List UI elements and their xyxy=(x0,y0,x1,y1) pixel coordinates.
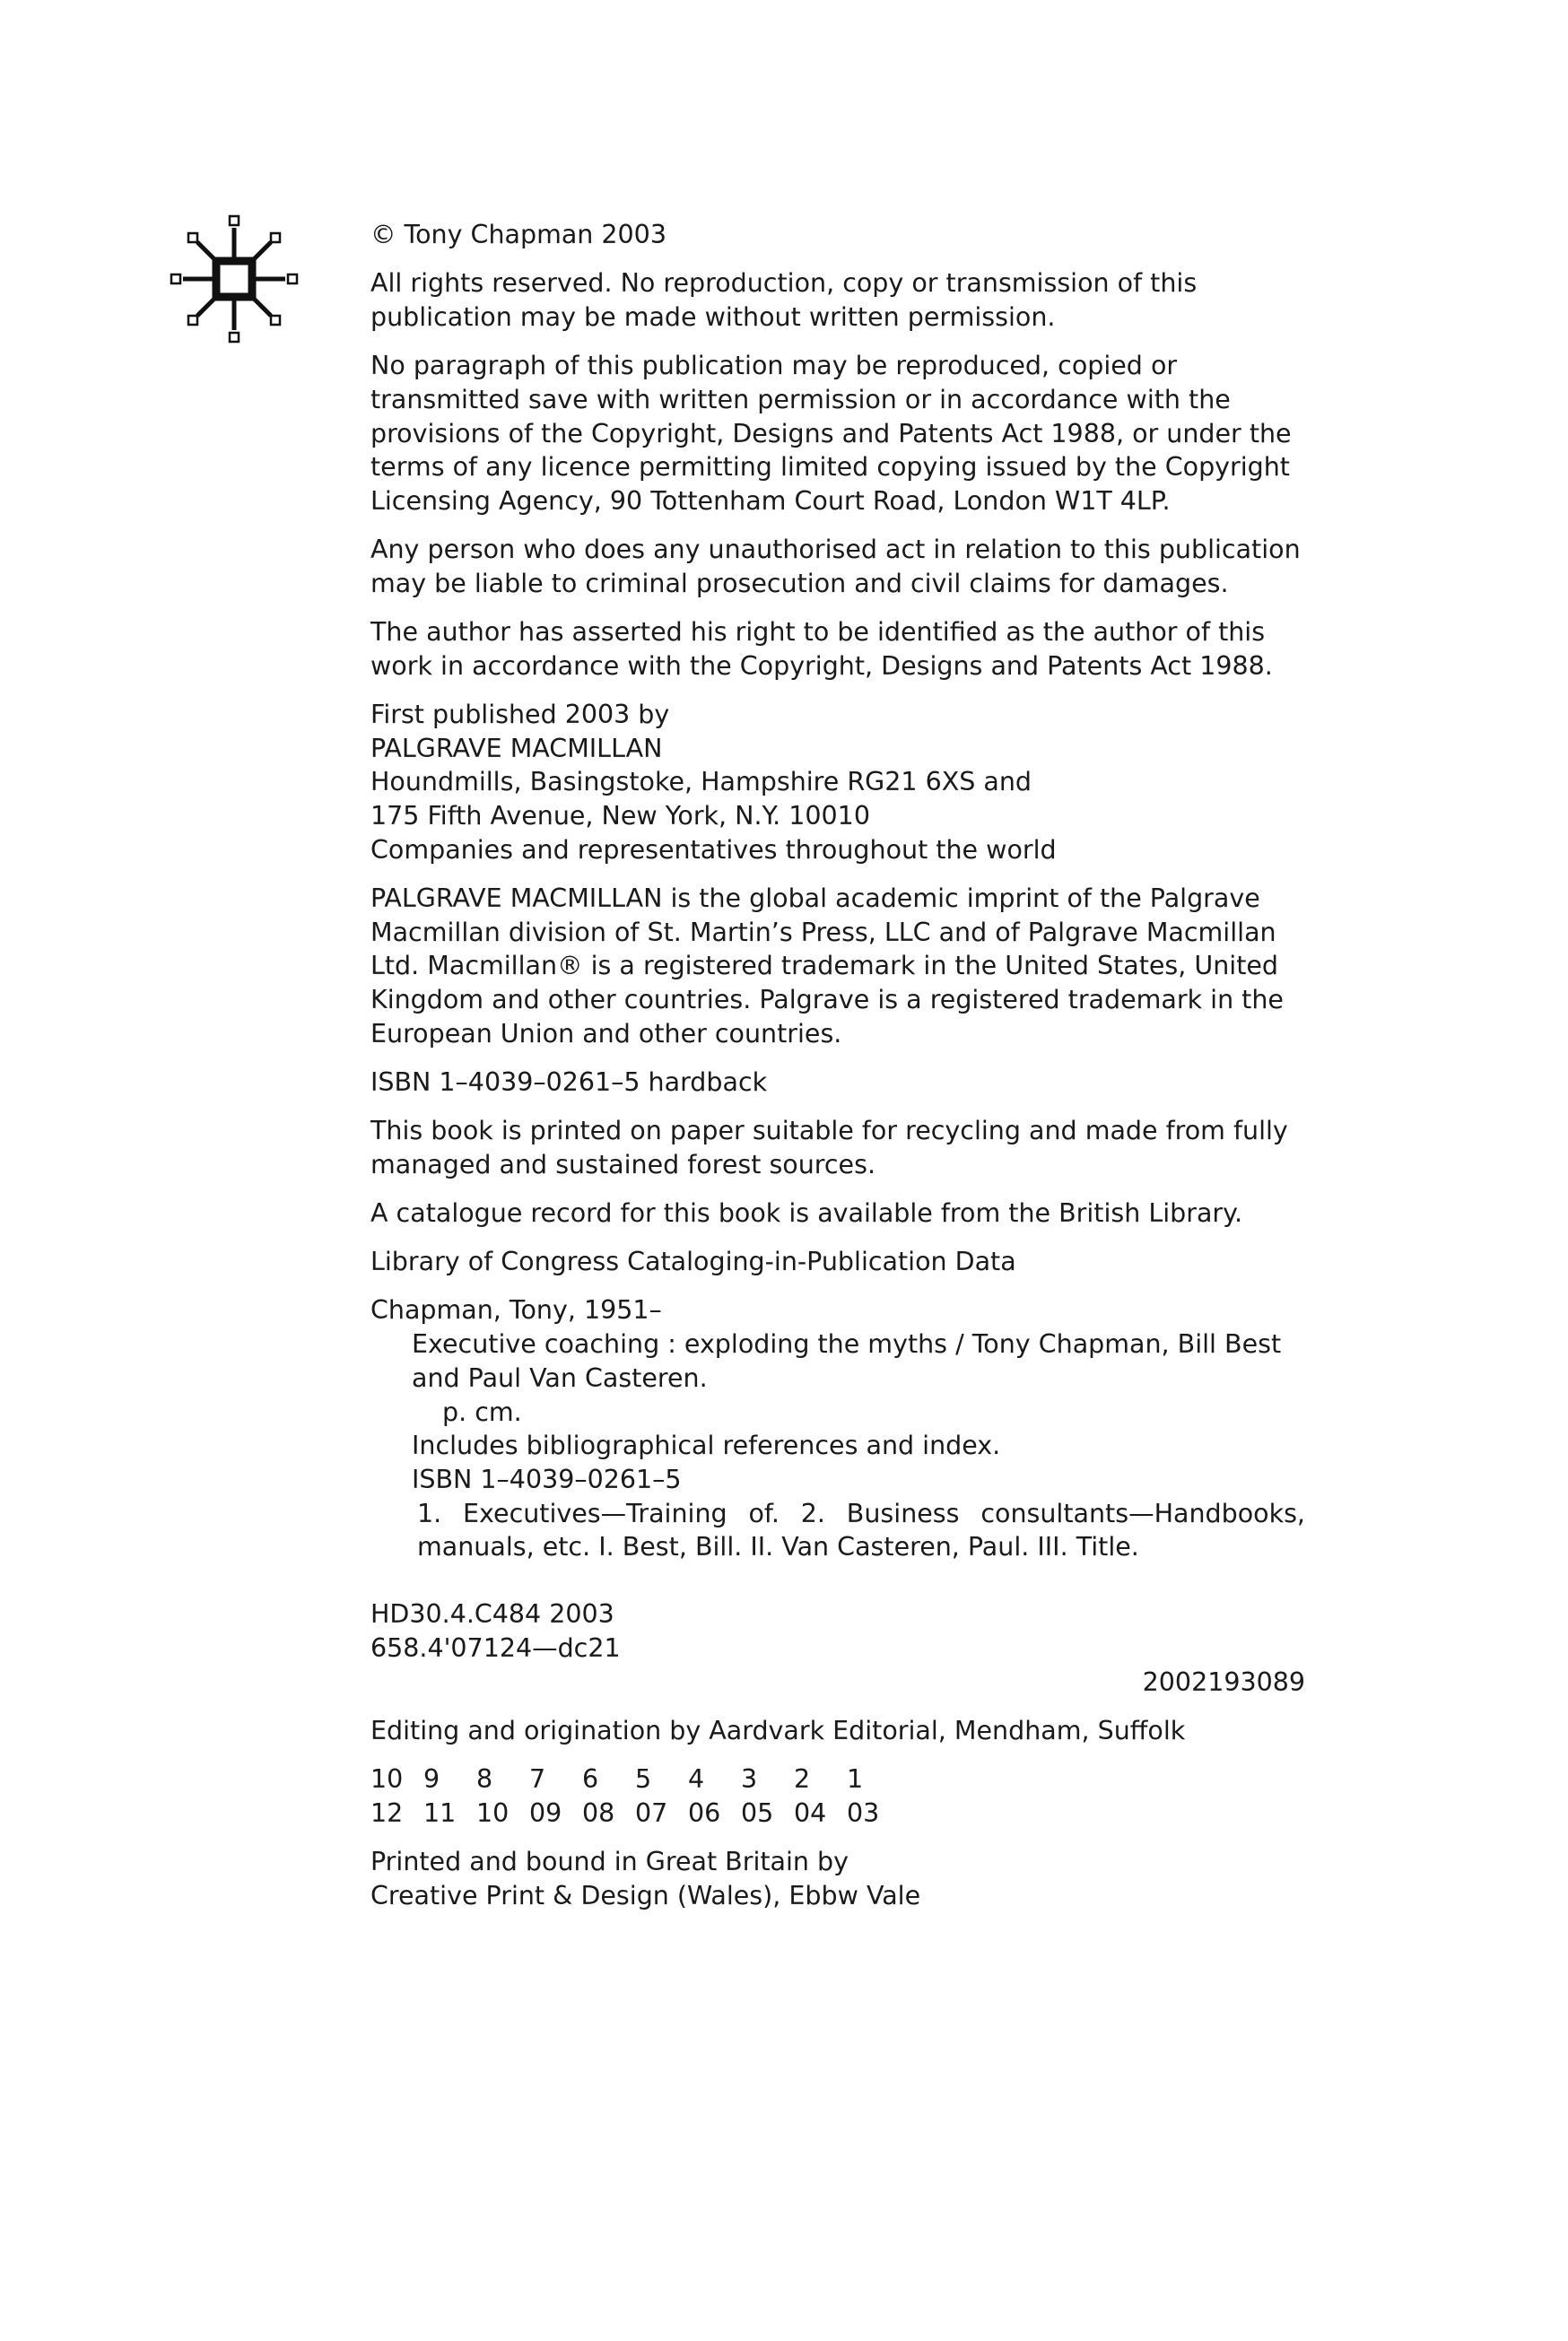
print-year: 08 xyxy=(582,1797,615,1828)
printer-block xyxy=(370,1845,1305,1912)
copyright-page xyxy=(370,218,1305,1928)
publisher-representatives: Companies and representatives throughout the world xyxy=(370,834,1057,865)
publisher-address-uk: Houndmills, Basingstoke, Hampshire RG21 6XS and xyxy=(370,767,1032,797)
print-year: 05 xyxy=(741,1797,774,1828)
lccn: 2002193089 xyxy=(1142,1667,1305,1697)
cip-subjects: 1. Executives—Training of. 2. Business consultants—Handbooks, manuals, etc. I. Best, Bill. II. Van Casteren, Paul. III. Title. xyxy=(417,1498,1305,1562)
cip-title: Executive coaching : exploding the myths / Tony Chapman, Bill Best and Paul Van Casteren. xyxy=(412,1329,1282,1393)
paper-notice: This book is printed on paper suitable for recycling and made from fully managed and sustained forest sources. xyxy=(370,1116,1288,1179)
publisher-logo xyxy=(167,212,301,346)
print-year: 06 xyxy=(688,1797,721,1828)
publisher-address-us: 175 Fifth Avenue, New York, N.Y. 10010 xyxy=(370,801,870,831)
print-year: 07 xyxy=(635,1797,668,1828)
print-numbers xyxy=(370,1762,1305,1797)
print-year: 03 xyxy=(847,1797,880,1828)
cip-isbn: ISBN 1–4039–0261–5 xyxy=(412,1465,682,1494)
print-year: 10 xyxy=(476,1797,510,1828)
publisher-name: PALGRAVE MACMILLAN xyxy=(370,733,663,763)
editing-credit: Editing and origination by Aardvark Editorial, Mendham, Suffolk xyxy=(370,1715,1186,1745)
dewey-classification: 658.4'07124—dc21 xyxy=(370,1632,621,1663)
print-years xyxy=(370,1797,1305,1831)
circuit-chip-icon xyxy=(167,212,301,346)
rights-notice: All rights reserved. No reproduction, copy or transmission of this publication may be made without written permission. xyxy=(370,268,1198,332)
lc-classification: HD30.4.C484 2003 xyxy=(370,1599,614,1630)
catalogue-notice: A catalogue record for this book is available from the British Library. xyxy=(370,1198,1243,1229)
print-number: 8 xyxy=(476,1763,493,1794)
print-number: 4 xyxy=(688,1763,705,1794)
print-year: 12 xyxy=(370,1797,404,1828)
imprint-notice: PALGRAVE MACMILLAN is the global academic imprint of the Palgrave Macmillan division of St. Martin’s Press, LLC and of Palgrave Macmillan Ltd. Macmillan® is a registered trademark in the United States, United Kingdom and other countries. Palgrave is a registered trademark in the European Union and other countries. xyxy=(370,883,1284,1049)
print-number: 2 xyxy=(794,1763,811,1794)
print-number: 1 xyxy=(847,1763,864,1794)
print-year: 04 xyxy=(794,1797,827,1828)
cip-includes: Includes bibliographical references and index. xyxy=(412,1431,1001,1461)
print-number: 9 xyxy=(423,1763,440,1794)
copyright-line: © Tony Chapman 2003 xyxy=(370,220,666,249)
print-number: 10 xyxy=(370,1763,404,1794)
cip-pages: p. cm. xyxy=(442,1397,522,1427)
print-line xyxy=(370,1762,1305,1830)
paragraph-notice: No paragraph of this publication may be reproduced, copied or transmitted save with written permission or in accordance with the provisions of the Copyright, Designs and Patents Act 1988, or under the terms of any licence permitting limited copying issued by the Copyright Licensing Agency, 90 Tottenham Court Road, London W1T 4LP. xyxy=(370,351,1292,516)
print-year: 11 xyxy=(423,1797,457,1828)
print-number: 7 xyxy=(529,1763,546,1794)
print-number: 6 xyxy=(582,1763,599,1794)
cip-author: Chapman, Tony, 1951– xyxy=(370,1295,662,1326)
cip-record xyxy=(370,1293,1305,1564)
publisher-block xyxy=(370,698,1305,867)
isbn-line: ISBN 1–4039–0261–5 hardback xyxy=(370,1066,768,1097)
classification-block xyxy=(370,1597,1305,1699)
first-published: First published 2003 by xyxy=(370,699,670,729)
liability-notice: Any person who does any unauthorised act in relation to this publication may be liable to criminal prosecution and civil claims for damages. xyxy=(370,535,1301,598)
printed-by: Printed and bound in Great Britain by xyxy=(370,1846,849,1876)
printer-name: Creative Print & Design (Wales), Ebbw Vale xyxy=(370,1880,921,1910)
loc-heading: Library of Congress Cataloging-in-Publication Data xyxy=(370,1247,1016,1277)
author-right-notice: The author has asserted his right to be identified as the author of this work in accordance with the Copyright, Designs and Patents Act 1988. xyxy=(370,617,1273,681)
print-number: 5 xyxy=(635,1763,652,1794)
print-number: 3 xyxy=(741,1763,758,1794)
print-year: 09 xyxy=(529,1797,562,1828)
